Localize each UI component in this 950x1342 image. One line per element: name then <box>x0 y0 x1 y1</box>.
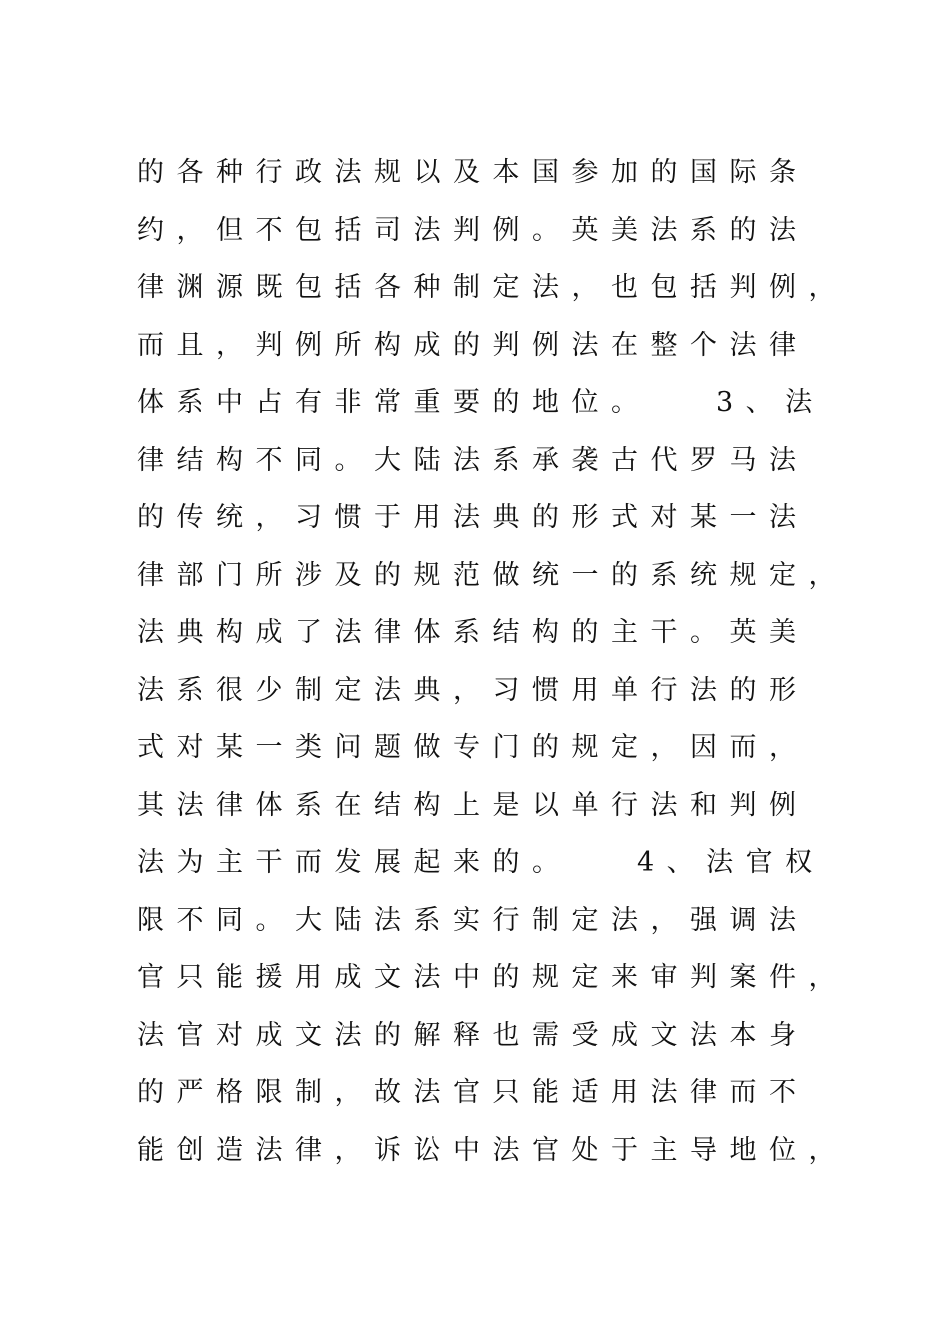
text-line: 约，但不包括司法判例。英美法系的法 <box>137 214 809 246</box>
text-line: 的各种行政法规以及本国参加的国际条 <box>137 157 809 188</box>
text-line: 法为主干而发展起来的。 4、法官权 <box>137 847 825 878</box>
text-line: 式对某一类问题做专门的规定，因而， <box>137 732 809 763</box>
text-line: 律部门所涉及的规范做统一的系统规定， <box>137 559 848 591</box>
text-line: 法官对成文法的解释也需受成文法本身 <box>137 1019 809 1051</box>
text-line: 限不同。大陆法系实行制定法，强调法 <box>137 904 809 936</box>
text-line: 能创造法律，诉讼中法官处于主导地位， <box>137 1134 848 1166</box>
text-line: 律渊源既包括各种制定法，也包括判例， <box>137 272 848 303</box>
text-line: 的严格限制，故法官只能适用法律而不 <box>137 1077 809 1108</box>
text-line: 官只能援用成文法中的规定来审判案件， <box>137 962 848 993</box>
text-line: 法系很少制定法典，习惯用单行法的形 <box>137 674 809 706</box>
body-text <box>137 144 848 1179</box>
text-line: 律结构不同。大陆法系承袭古代罗马法 <box>137 444 809 476</box>
text-line: 其法律体系在结构上是以单行法和判例 <box>137 789 809 821</box>
text-line: 体系中占有非常重要的地位。 3、法 <box>137 387 825 418</box>
text-line: 的传统，习惯于用法典的形式对某一法 <box>137 502 809 533</box>
text-line: 法典构成了法律体系结构的主干。英美 <box>137 617 809 648</box>
text-line: 而且，判例所构成的判例法在整个法律 <box>137 329 809 361</box>
